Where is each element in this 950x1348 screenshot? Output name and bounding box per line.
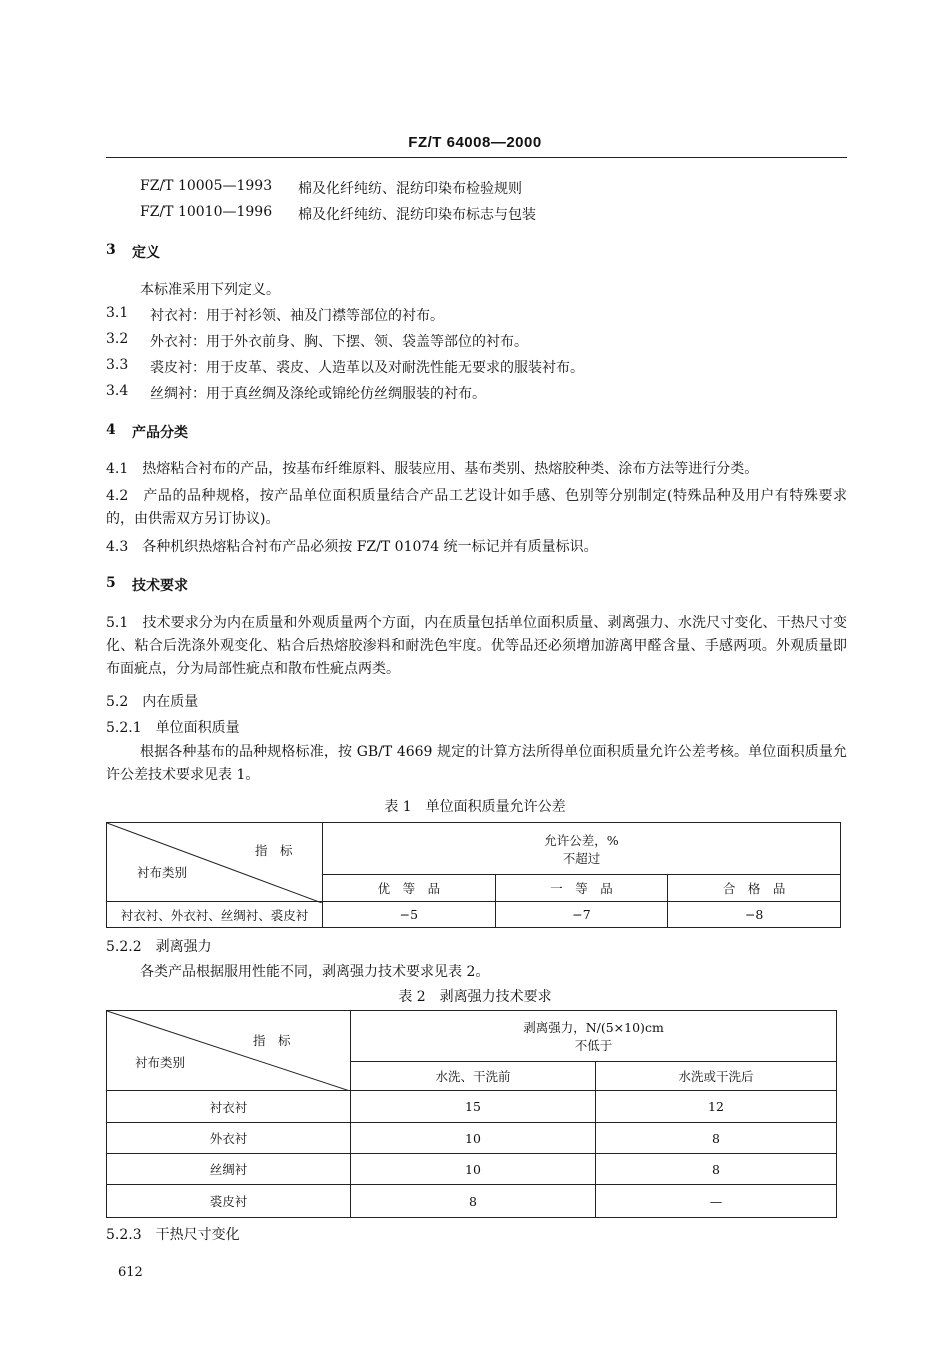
table-1-col-header: 合 格 品: [668, 875, 841, 902]
table-2-cell: 8: [596, 1154, 837, 1185]
section-5-number: 5: [106, 575, 116, 591]
paragraph-5-2-1: 根据各种基布的品种规格标准，按 GB/T 4669 规定的计算方法所得单位面积质量允许公差考核。单位面积质量允许公差技术要求见表 1。: [106, 744, 847, 783]
def-text: 衬衣衬：用于衬衫领、袖及门襟等部位的衬布。: [150, 308, 444, 324]
section-3-number: 3: [106, 242, 116, 258]
paragraph-5-1: 5.1 技术要求分为内在质量和外观质量两个方面，内在质量包括单位面积质量、剥离强力、水洗尺寸变化、干热尺寸变化、粘合后洗涤外观变化、粘合后热熔胶渗料和耐洗色牢度。优等品还必须增加游离甲醛含量、手感两项。外观质量即布面疵点，分为局部性疵点和散布性疵点两类。: [106, 615, 847, 677]
table-1-caption: 表 1 单位面积质量允许公差: [384, 799, 566, 815]
group-line-2: 不低于: [574, 1038, 613, 1053]
def-text: 外衣衬：用于外衣前身、胸、下摆、领、袋盖等部位的衬布。: [150, 334, 528, 350]
table-2-cell: 15: [351, 1091, 596, 1123]
table-2-row-label: 丝绸衬: [107, 1154, 351, 1185]
ref-code: FZ/T 10005—1993: [140, 178, 273, 194]
table-2-col-header: 水洗或干洗后: [596, 1062, 837, 1091]
section-5-title: 技术要求: [132, 578, 188, 594]
section-3-intro: 本标准采用下列定义。: [140, 282, 280, 298]
table-1-cell: −5: [323, 902, 496, 928]
header-rule: [106, 157, 847, 158]
table-2-cell: 8: [351, 1185, 596, 1218]
ref-title: 棉及化纤纯纺、混纺印染布标志与包装: [298, 207, 536, 223]
paragraph-4-1: 4.1 热熔粘合衬布的产品，按基布纤维原料、服装应用、基布类别、热熔胶种类、涂布方法等进行分类。: [106, 461, 759, 477]
diag-bottom-label: 衬布类别: [135, 1055, 186, 1070]
table-2-col-header: 水洗、干洗前: [351, 1062, 596, 1091]
table-2-row-label: 衬衣衬: [107, 1091, 351, 1123]
section-4-title: 产品分类: [132, 425, 188, 441]
table-2-cell: 10: [351, 1123, 596, 1154]
section-3-title: 定义: [132, 245, 160, 261]
ref-title: 棉及化纤纯纺、混纺印染布检验规则: [298, 181, 522, 197]
def-text: 裘皮衬：用于皮革、裘皮、人造革以及对耐洗性能无要求的服装衬布。: [150, 360, 584, 376]
subsection-5-2-1: 5.2.1 单位面积质量: [106, 720, 240, 736]
group-line-1: 剥离强力，N/(5×10)cm: [523, 1020, 664, 1035]
table-2-diagonal-header: [107, 1011, 351, 1091]
diag-bottom-label: 衬布类别: [137, 865, 188, 880]
table-2-cell: 12: [596, 1091, 837, 1123]
section-4-number: 4: [106, 422, 116, 438]
table-2-cell: 10: [351, 1154, 596, 1185]
paragraph-4-3: 4.3 各种机织热熔粘合衬布产品必须按 FZ/T 01074 统一标记并有质量标识。: [106, 539, 598, 555]
def-number: 3.2: [106, 331, 129, 347]
table-1-row-label: 衬衣衬、外衣衬、丝绸衬、裘皮衬: [107, 902, 323, 928]
diagonal-line: [107, 1011, 350, 1091]
table-1-group-header: [323, 823, 841, 875]
table-2-cell: 8: [596, 1123, 837, 1154]
def-number: 3.3: [106, 357, 129, 373]
def-number: 3.1: [106, 305, 129, 321]
table-1-diagonal-header: [107, 823, 323, 902]
group-line-2: 不超过: [562, 850, 601, 866]
def-text: 丝绸衬：用于真丝绸及涤纶或锦纶仿丝绸服装的衬布。: [150, 386, 486, 402]
page-number: 612: [118, 1265, 143, 1280]
def-number: 3.4: [106, 383, 129, 399]
table-2: [106, 1010, 837, 1218]
paragraph-4-2: 4.2 产品的品种规格，按产品单位面积质量结合产品工艺设计如手感、色别等分别制定(特殊品种及用户有特殊要求的，由供需双方另订协议)。: [106, 488, 847, 527]
table-1-col-header: 优 等 品: [323, 875, 496, 902]
subsection-5-2-3: 5.2.3 干热尺寸变化: [106, 1227, 240, 1243]
table-1-cell: −8: [668, 902, 841, 928]
diag-top-label: 指 标: [255, 843, 293, 858]
table-1-cell: −7: [495, 902, 668, 928]
table-2-row-label: 裘皮衬: [107, 1185, 351, 1218]
document-header: FZ/T 64008—2000: [408, 134, 542, 151]
paragraph-5-2-2: 各类产品根据服用性能不同，剥离强力技术要求见表 2。: [140, 964, 490, 980]
table-2-caption: 表 2 剥离强力技术要求: [398, 989, 552, 1005]
subsection-5-2: 5.2 内在质量: [106, 694, 199, 710]
table-2-group-header: [351, 1011, 837, 1062]
table-1-col-header: 一 等 品: [495, 875, 668, 902]
ref-code: FZ/T 10010—1996: [140, 204, 273, 220]
table-2-cell: —: [596, 1185, 837, 1218]
group-line-1: 允许公差，%: [544, 832, 619, 848]
table-1: [106, 822, 841, 928]
subsection-5-2-2: 5.2.2 剥离强力: [106, 939, 212, 955]
diag-top-label: 指 标: [253, 1033, 291, 1048]
table-2-row-label: 外衣衬: [107, 1123, 351, 1154]
